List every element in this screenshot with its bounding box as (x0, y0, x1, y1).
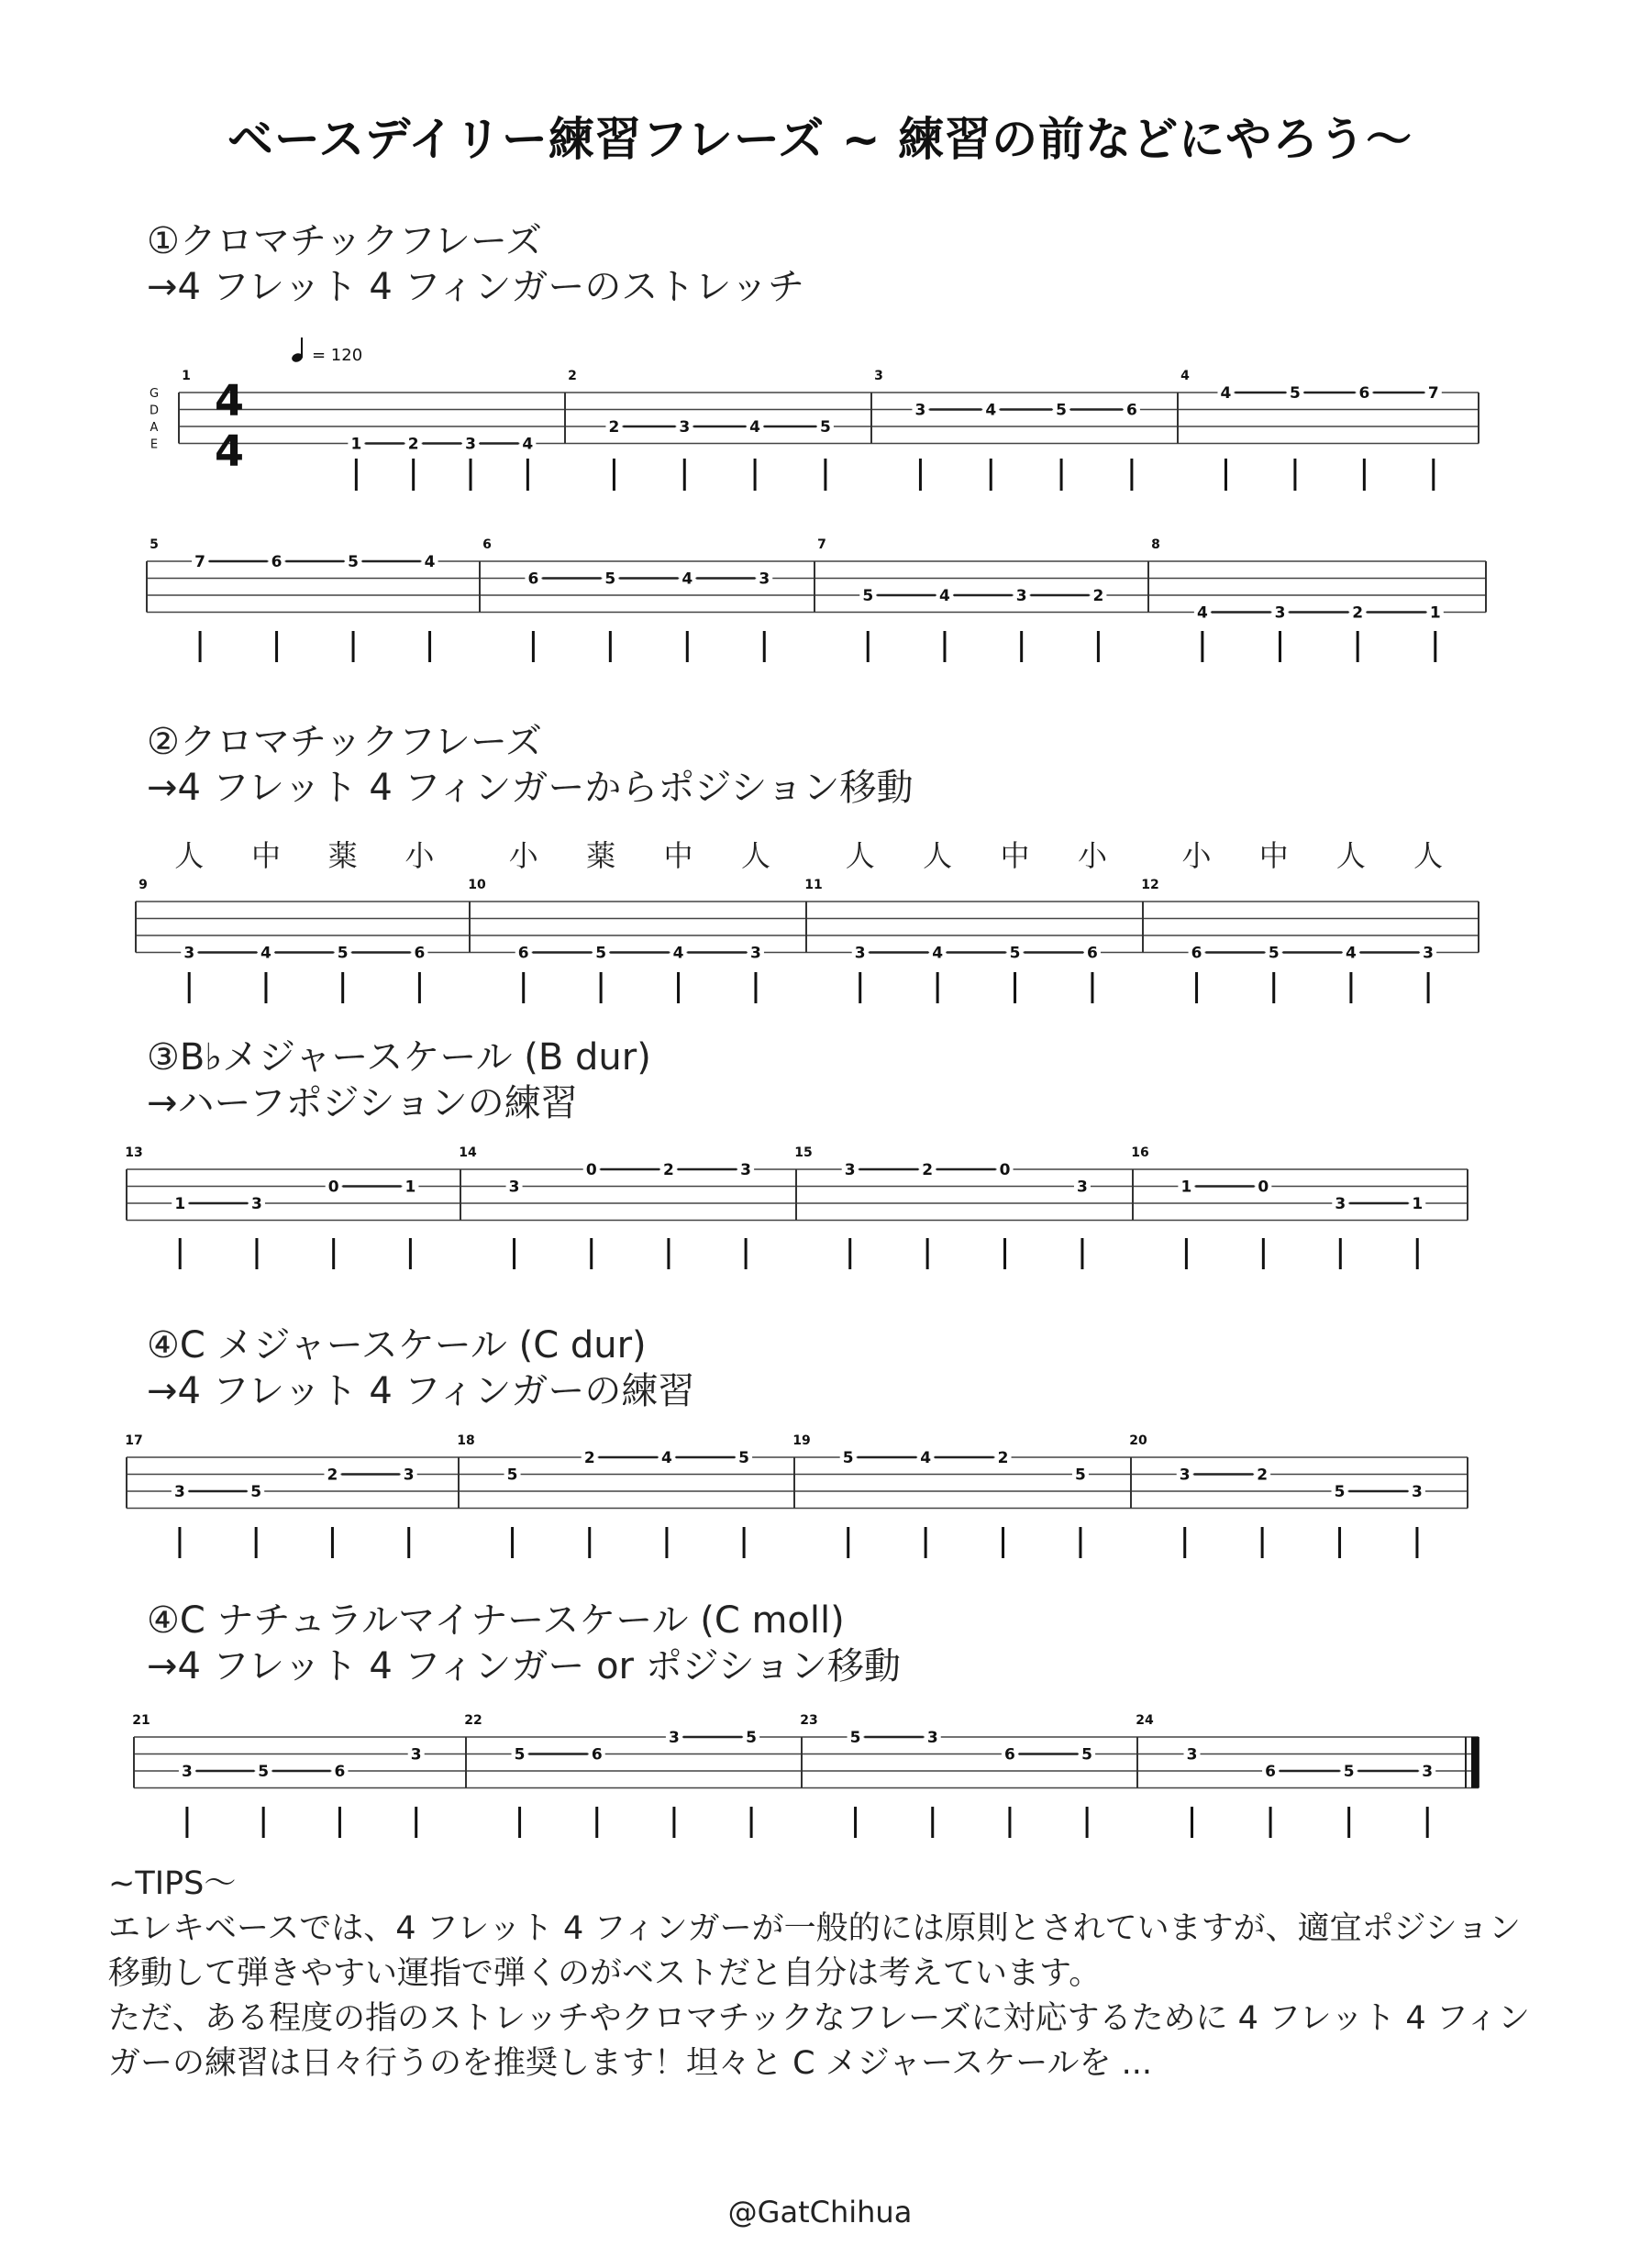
fret-number: 3 (251, 1195, 262, 1213)
fret-number: 4 (424, 553, 436, 571)
measure-number: 9 (139, 878, 148, 892)
fret-number: 7 (194, 553, 206, 571)
measure-number: 7 (817, 537, 826, 552)
fret-number: 4 (672, 944, 684, 963)
fret-number: 3 (1077, 1178, 1088, 1197)
fret-number: 6 (1265, 1763, 1277, 1781)
page-title: ベースデイリー練習フレーズ ~ 練習の前などにやろう〜 (227, 113, 1413, 166)
fret-number: 5 (1009, 944, 1021, 963)
fret-number: 5 (258, 1763, 270, 1781)
fret-number: 0 (999, 1161, 1011, 1179)
fret-number: 5 (1289, 384, 1301, 403)
fret-number: 3 (183, 944, 195, 963)
section-heading: ②クロマチックフレーズ (147, 721, 543, 763)
measure-number: 14 (459, 1145, 477, 1160)
section-heading: ④C ナチュラルマイナースケール (C moll) (147, 1599, 845, 1642)
section-subheading: →4 フレット 4 フィンガーからポジション移動 (147, 767, 914, 809)
fret-number: 3 (410, 1745, 422, 1765)
fret-number: 5 (1056, 401, 1068, 420)
fret-number: 3 (181, 1763, 193, 1781)
fret-number: 2 (407, 435, 419, 454)
fret-number: 3 (1015, 587, 1027, 605)
measure-number: 5 (150, 537, 159, 552)
finger-label: 人 (1335, 838, 1366, 873)
finger-label: 人 (1413, 838, 1444, 873)
measure-number: 6 (482, 537, 492, 552)
measure-number: 3 (874, 369, 883, 383)
fret-number: 1 (1412, 1195, 1424, 1213)
section-subheading: →4 フレット 4 フィンガー or ポジション移動 (147, 1645, 901, 1687)
fret-number: 3 (1423, 944, 1435, 963)
finger-label: 人 (845, 838, 875, 873)
tips-paragraph: ただ、ある程度の指のストレッチやクロマチックなフレーズに対応するために 4 フレット 4 フィンガーの練習は日々行うのを推奨します！坦々と C メジャースケールを ... (108, 2000, 1530, 2082)
fret-number: 5 (595, 944, 607, 963)
final-bar-thick (1471, 1737, 1479, 1788)
fret-number: 2 (1352, 603, 1364, 623)
fret-number: 4 (681, 570, 693, 589)
string-name: G (149, 387, 160, 401)
tips-paragraph: エレキベースでは、4 フレット 4 フィンガーが一般的には原則とされていますが、適宜ポジション移動して弾きやすい運指で弾くのがベストだと自分は考えています。 (108, 1910, 1522, 1992)
fret-number: 3 (668, 1729, 680, 1747)
fret-number: 3 (1335, 1195, 1346, 1213)
fret-number: 3 (173, 1483, 185, 1501)
fret-number: 5 (514, 1745, 526, 1765)
measure-number: 11 (804, 878, 823, 892)
measure-number: 1 (182, 369, 191, 383)
fret-number: 4 (920, 1449, 932, 1467)
fret-number: 5 (849, 1729, 861, 1747)
measure-number: 16 (1131, 1145, 1149, 1160)
fret-number: 4 (260, 944, 271, 963)
fret-number: 2 (997, 1449, 1009, 1467)
fret-number: 3 (465, 435, 476, 454)
fret-number: 1 (1180, 1178, 1192, 1197)
fret-number: 3 (1179, 1466, 1191, 1485)
measure-number: 15 (794, 1145, 813, 1160)
fret-number: 1 (1429, 603, 1441, 623)
fret-number: 6 (1125, 401, 1137, 420)
fret-number: 2 (583, 1449, 595, 1467)
time-signature-top: 4 (214, 375, 245, 426)
measure-number: 18 (457, 1433, 475, 1448)
fret-number: 4 (660, 1449, 672, 1467)
fret-number: 4 (1345, 944, 1357, 963)
measure-number: 20 (1129, 1433, 1147, 1448)
fret-number: 3 (679, 418, 691, 437)
fret-number: 6 (1003, 1745, 1015, 1765)
section-subheading: →4 フレット 4 フィンガーのストレッチ (147, 266, 804, 308)
finger-label: 小 (1077, 838, 1107, 873)
measure-number: 4 (1180, 369, 1190, 383)
fret-number: 5 (1081, 1745, 1093, 1765)
fret-number: 7 (1427, 384, 1439, 403)
fret-number: 4 (1220, 384, 1232, 403)
fret-number: 3 (750, 944, 761, 963)
measure-number: 8 (1151, 537, 1160, 552)
fret-number: 5 (1075, 1466, 1086, 1485)
fret-number: 1 (404, 1178, 416, 1197)
section-heading: ④C メジャースケール (C dur) (147, 1324, 647, 1366)
measure-number: 12 (1141, 878, 1159, 892)
fret-number: 5 (506, 1466, 518, 1485)
finger-label: 薬 (586, 838, 616, 873)
fret-number: 5 (337, 944, 349, 963)
fret-number: 6 (517, 944, 529, 963)
measure-number: 13 (125, 1145, 143, 1160)
fret-number: 4 (939, 587, 950, 605)
fret-number: 4 (522, 435, 534, 454)
fret-number: 0 (1258, 1178, 1269, 1197)
fret-number: 2 (922, 1161, 934, 1179)
tips-block (108, 1862, 1539, 2086)
fret-number: 6 (591, 1745, 603, 1765)
fret-number: 3 (1412, 1483, 1423, 1501)
section-subheading: →ハーフポジションの練習 (147, 1082, 578, 1124)
finger-label: 中 (663, 838, 693, 873)
fret-number: 3 (403, 1466, 415, 1485)
fret-number: 3 (926, 1729, 938, 1747)
fret-number: 5 (819, 418, 831, 437)
fret-number: 3 (740, 1161, 752, 1179)
fret-number: 3 (844, 1161, 856, 1179)
string-name: D (149, 404, 160, 418)
fret-number: 4 (932, 944, 944, 963)
finger-label: 小 (1181, 838, 1212, 873)
fret-number: 0 (327, 1178, 339, 1197)
fret-number: 3 (914, 401, 926, 420)
fret-number: 6 (414, 944, 426, 963)
measure-number: 23 (800, 1713, 818, 1728)
section-heading: ①クロマチックフレーズ (147, 220, 543, 262)
fret-number: 6 (527, 570, 539, 589)
measure-number: 17 (125, 1433, 143, 1448)
fret-number: 5 (1268, 944, 1280, 963)
finger-label: 中 (1000, 838, 1030, 873)
fret-number: 2 (662, 1161, 674, 1179)
fret-number: 3 (854, 944, 866, 963)
fret-number: 6 (334, 1763, 346, 1781)
measure-number: 19 (792, 1433, 811, 1448)
fret-number: 2 (1257, 1466, 1269, 1485)
measure-number: 24 (1136, 1713, 1154, 1728)
finger-label: 人 (923, 838, 953, 873)
fret-number: 2 (608, 418, 620, 437)
fret-number: 3 (1186, 1745, 1198, 1765)
fret-number: 5 (1343, 1763, 1355, 1781)
measure-number: 21 (132, 1713, 150, 1728)
measure-number: 22 (464, 1713, 482, 1728)
section-subheading: →4 フレット 4 フィンガーの練習 (147, 1370, 695, 1412)
finger-label: 小 (404, 838, 435, 873)
finger-label: 人 (740, 838, 770, 873)
fret-number: 5 (250, 1483, 262, 1501)
fret-number: 2 (1092, 587, 1104, 605)
fret-number: 5 (738, 1449, 750, 1467)
fret-number: 2 (327, 1466, 338, 1485)
fret-number: 3 (759, 570, 770, 589)
finger-label: 中 (250, 838, 281, 873)
measure-number: 2 (568, 369, 577, 383)
fret-number: 6 (271, 553, 283, 571)
fret-number: 6 (1358, 384, 1370, 403)
fret-number: 5 (604, 570, 616, 589)
string-name: E (150, 437, 159, 452)
section-heading: ③B♭メジャースケール (B dur) (147, 1036, 651, 1079)
fret-number: 5 (862, 587, 874, 605)
time-signature-bottom: 4 (214, 426, 245, 476)
fret-number: 3 (1274, 603, 1286, 623)
author-handle: @GatChihua (727, 2195, 913, 2229)
tips-heading: ~TIPS〜 (108, 1865, 237, 1902)
finger-label: 人 (174, 838, 205, 873)
tempo-marking: = 120 (312, 346, 363, 365)
fret-number: 5 (1334, 1483, 1346, 1501)
fret-number: 1 (350, 435, 362, 454)
fret-number: 4 (985, 401, 997, 420)
fret-number: 1 (174, 1195, 186, 1213)
fret-number: 4 (1196, 603, 1208, 623)
fret-number: 6 (1087, 944, 1098, 963)
finger-label: 小 (508, 838, 538, 873)
fret-number: 4 (749, 418, 761, 437)
string-name: A (150, 421, 159, 435)
fret-number: 5 (348, 553, 359, 571)
measure-number: 10 (468, 878, 486, 892)
fret-number: 0 (585, 1161, 597, 1179)
fret-number: 3 (1422, 1763, 1434, 1781)
finger-label: 中 (1258, 838, 1289, 873)
fret-number: 5 (842, 1449, 854, 1467)
fret-number: 3 (508, 1178, 520, 1197)
fret-number: 6 (1191, 944, 1202, 963)
finger-label: 薬 (327, 838, 358, 873)
fret-number: 5 (746, 1729, 758, 1747)
